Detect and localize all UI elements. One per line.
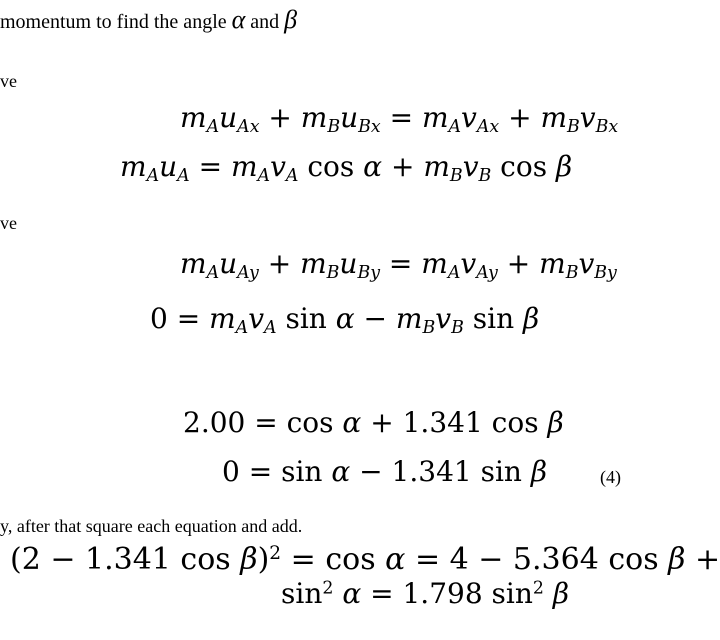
x-direction-label: ve	[0, 71, 17, 91]
y-direction-label: ve	[0, 213, 17, 233]
intro-text: momentum to find the angle	[0, 11, 232, 33]
squared-equation: (2 − 1.341 cos β)$^2$ = cos α = 4 − 5.364 cos β +	[10, 542, 720, 577]
x-momentum-general-equation: $m_Au_{Ax} + m_Bu_{Bx} = m_Av_{Ax} + m_Bv_{Bx}$	[180, 101, 619, 138]
numeric-equation-sin: 0 = sin α − 1.341 sin β	[222, 455, 548, 488]
sin-squared-equation: $\sin^2 \alpha = 1.798$ $\sin^2 \beta$	[281, 577, 570, 610]
intro-and: and	[245, 11, 285, 33]
x-momentum-specific-equation: $m_Au_A = m_Av_A$ $\cos \alpha + m_Bv_B$ cos β	[120, 150, 573, 187]
equation-number: (4)	[600, 467, 621, 487]
beta-symbol: β	[284, 5, 298, 34]
intro-line	[0, 7, 297, 33]
y-momentum-specific-equation: $0 = m_Av_A$ $\sin \alpha - m_Bv_B$ sin β	[150, 302, 540, 339]
numeric-equation-cos: 2.00 = cos α + 1.341 cos β	[183, 406, 564, 439]
numeric-eq1-lhs: 2.00	[183, 406, 246, 439]
y-momentum-general-equation: $m_Au_{Ay} + m_Bu_{By} = m_Av_{Ay} + m_Bv_{By}$	[180, 247, 617, 284]
numeric-eq2-lhs: 0	[222, 455, 240, 488]
instruction-line: y, after that square each equation and add.	[0, 516, 303, 536]
alpha-symbol: α	[231, 5, 246, 34]
